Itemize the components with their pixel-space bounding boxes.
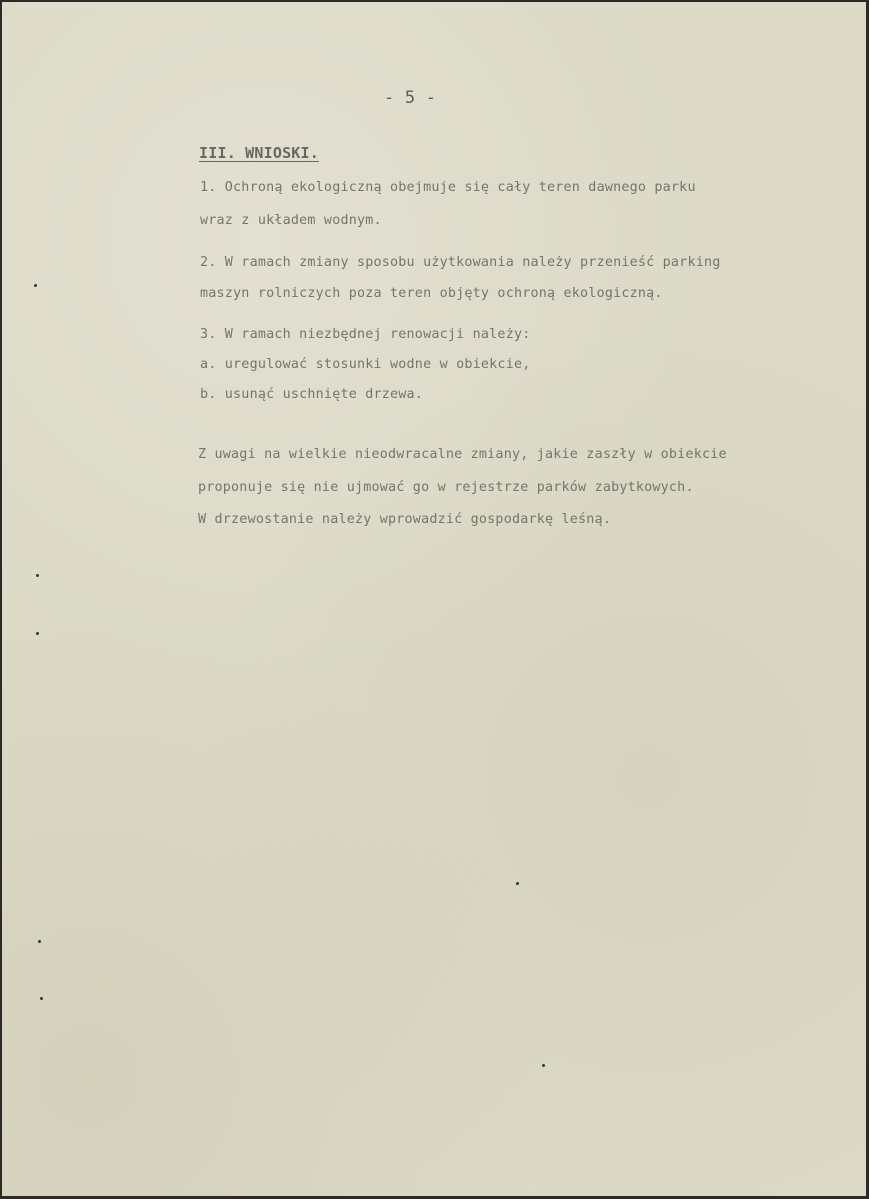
page-number: - 5 - [384,88,437,108]
paper-speck [542,1064,545,1067]
paper-speck [40,997,43,1000]
conclusion-line-3: W drzewostanie należy wprowadzić gospodarkę leśną. [198,512,612,527]
document-page [2,2,866,1196]
paper-speck [38,940,41,943]
item-1-line-1: 1. Ochroną ekologiczną obejmuje się cały teren dawnego parku [200,180,696,195]
item-3-subitem-a: a. uregulować stosunki wodne w obiekcie, [200,357,531,372]
paper-speck [36,632,39,635]
item-2-line-1: 2. W ramach zmiany sposobu użytkowania należy przenieść parking [200,255,721,270]
item-1-line-2: wraz z układem wodnym. [200,213,382,228]
conclusion-line-1: Z uwagi na wielkie nieodwracalne zmiany, jakie zaszły w obiekcie [198,447,727,462]
item-3-subitem-b: b. usunąć uschnięte drzewa. [200,387,424,402]
paper-speck [34,284,37,287]
conclusion-line-2: proponuje się nie ujmować go w rejestrze parków zabytkowych. [198,480,694,495]
item-2-line-2: maszyn rolniczych poza teren objęty ochroną ekologiczną. [200,286,663,301]
item-3-line-1: 3. W ramach niezbędnej renowacji należy: [200,327,531,342]
paper-speck [516,882,519,885]
section-heading: III. WNIOSKI. [199,144,319,162]
paper-speck [36,574,39,577]
